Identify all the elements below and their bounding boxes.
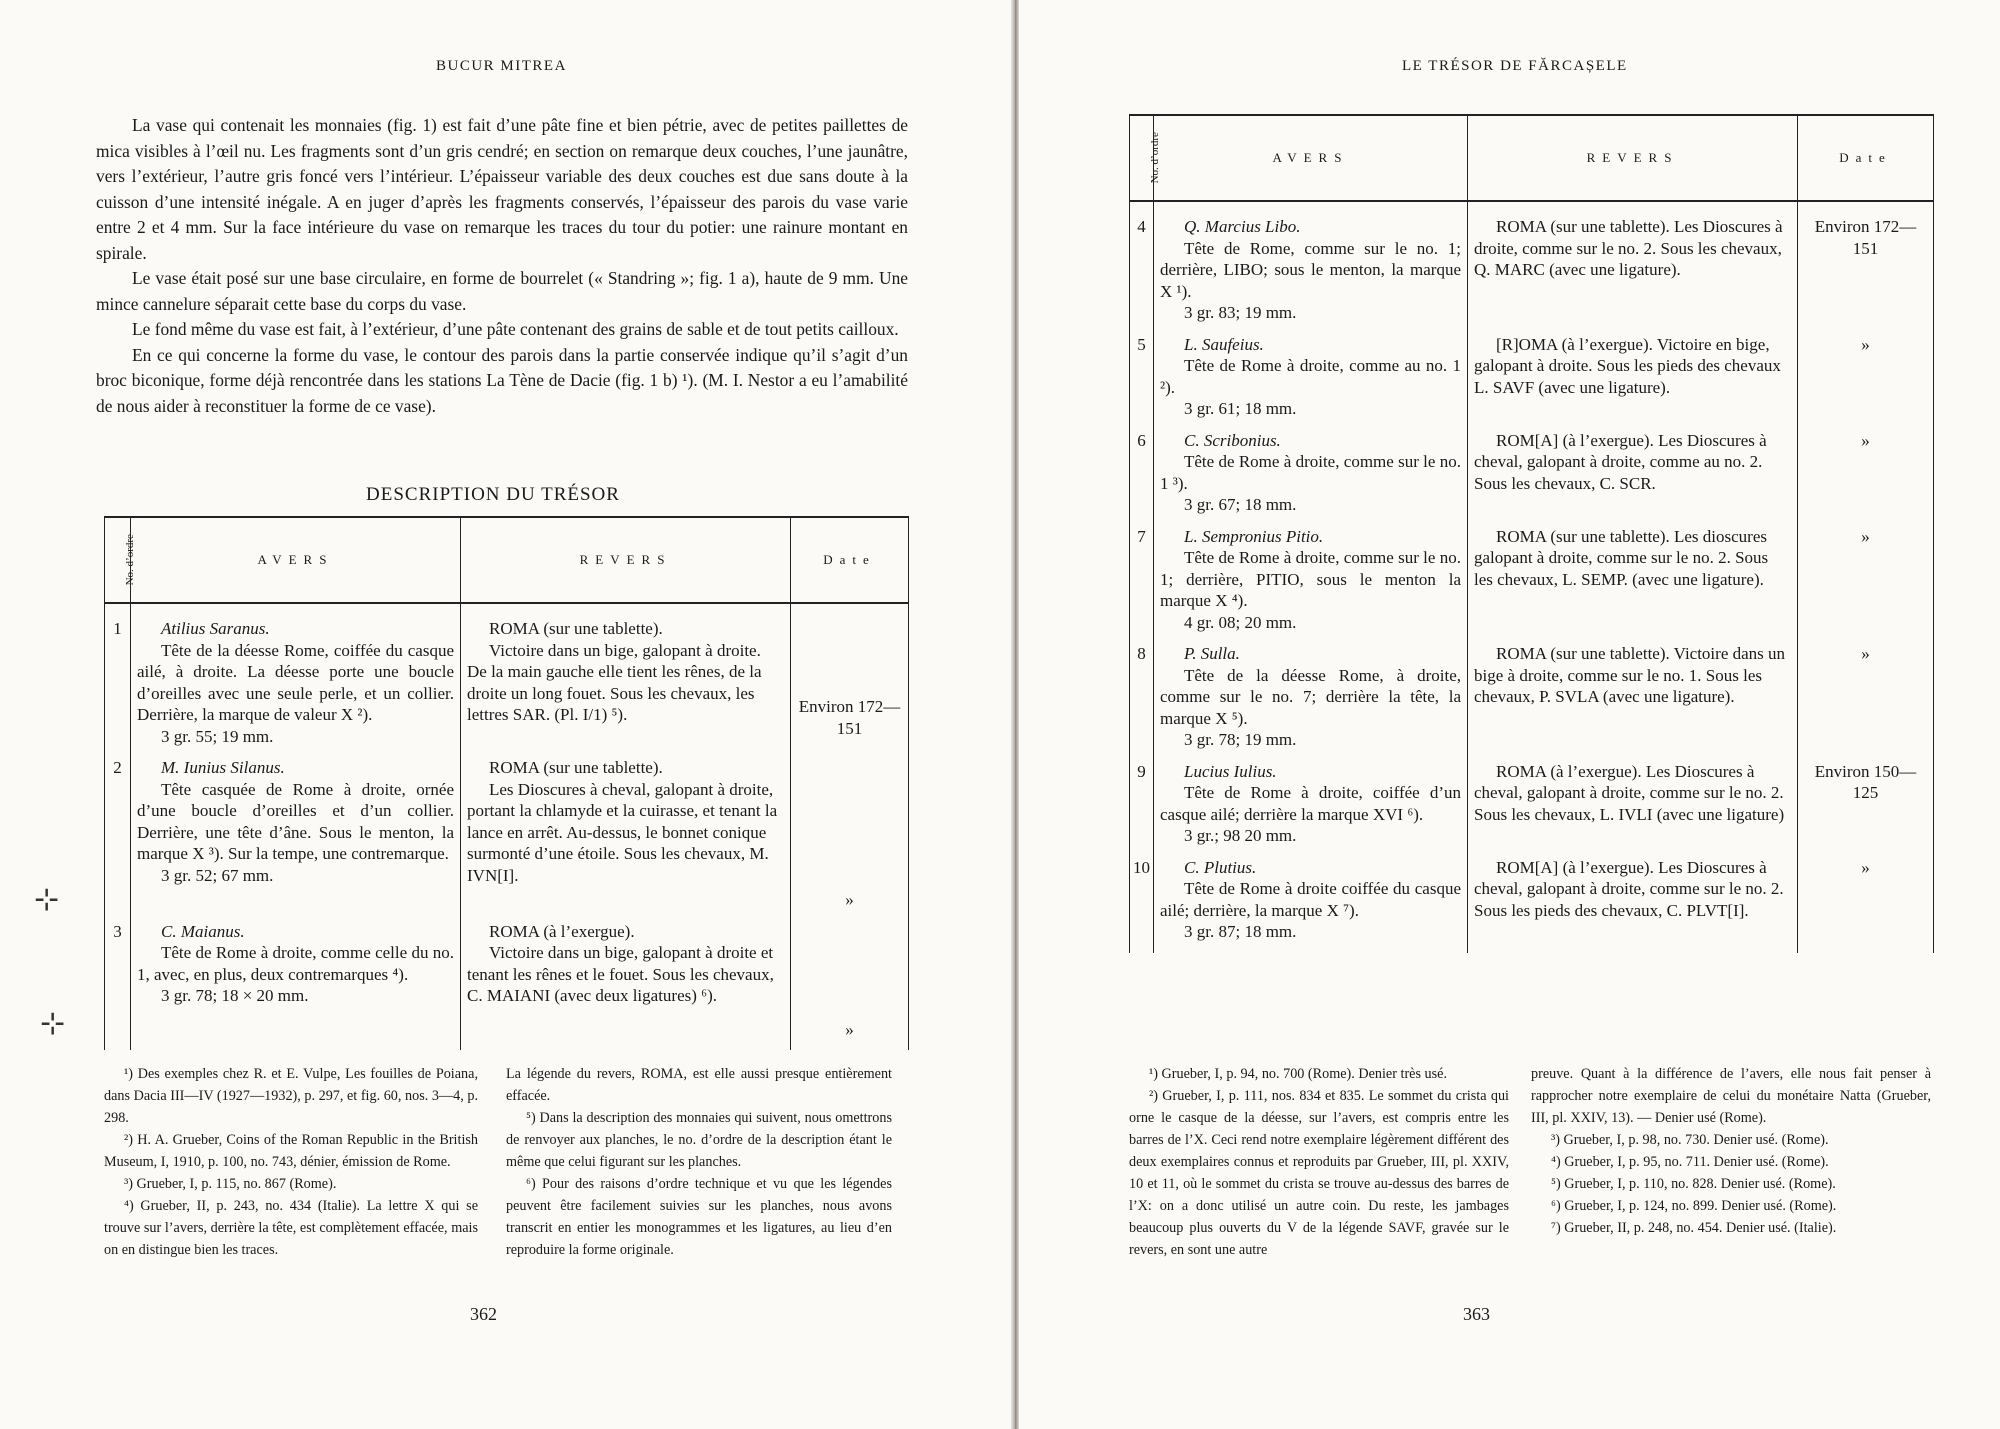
table-header [105, 517, 909, 603]
coin-number: 8 [1130, 643, 1154, 761]
footnote: ¹) Des exemples chez R. et E. Vulpe, Les fouilles de Poiana, dans Dacia III—IV (1927—1932), p. 297, et fig. 60, nos. 3—4, p. 298. [104, 1066, 478, 1126]
revers-description: ROMA (sur une tablette). Victoire dans un bige à droite, comme sur le no. 1. Sous les chevaux, P. SVLA (avec une ligature). [1474, 644, 1786, 706]
coin-weight: 3 gr. 61; 18 mm. [1184, 399, 1297, 418]
footnotes-column-1 [104, 1063, 478, 1261]
coin-weight: 3 gr.; 98 20 mm. [1184, 826, 1297, 845]
avers-cell [131, 757, 461, 921]
revers-description: ROMA (sur une tablette). Les dioscures galopant à droite, comme sur le no. 2. Sous les chevaux, L. SEMP. (avec une ligature). [1474, 526, 1769, 589]
moneyer-name: P. Sulla. [1184, 644, 1240, 663]
revers-legend: ROMA (à l’exergue). [489, 921, 635, 941]
paragraph: Le fond même du vase est fait, à l’extérieur, d’une pâte contenant des grains de sable et de tout petits cailloux. [132, 319, 899, 339]
coin-number: 10 [1130, 857, 1154, 953]
table-row [1130, 761, 1934, 857]
coin-weight: 3 gr. 78; 19 mm. [1184, 730, 1297, 749]
revers-description: [R]OMA (à l’exergue). Victoire en bige, galopant à droite. Sous les pieds des chevaux L. SAVF (avec une ligature). [1474, 334, 1781, 397]
revers-description: ROM[A] (à l’exergue). Les Dioscures à cheval, galopant à droite, comme au no. 2. Sous les chevaux, C. SCR. [1474, 430, 1767, 493]
moneyer-name: C. Maianus. [161, 921, 245, 941]
right-page [1019, 0, 2000, 1429]
table-row [1130, 526, 1934, 644]
avers-description: Tête de Rome à droite, comme sur le no. 1; derrière, PITIO, sous le menton la marque X ⁴). [1160, 548, 1461, 610]
avers-description: Tête de Rome à droite coiffée du casque ailé; derrière, la marque X ⁷). [1160, 879, 1461, 920]
revers-description: Victoire dans un bige, galopant à droite. De la main gauche elle tient les rênes, de la droite un long fouet. Sous les chevaux, les lettres SAR. (Pl. I/1) ⁵). [467, 640, 762, 724]
book-gutter [1011, 0, 1019, 1429]
revers-description: Les Dioscures à cheval, galopant à droite, portant la chlamyde et la cuirasse, et tenant la lance en arrêt. Au-dessus, le bonnet conique surmonté d’une étoile. Sous les chevaux, M. IVN[I]. [467, 779, 778, 885]
coin-number: 1 [105, 603, 131, 757]
moneyer-name: L. Saufeius. [1184, 334, 1264, 354]
coin-weight: 3 gr. 87; 18 mm. [1184, 922, 1297, 941]
revers-cell [1468, 761, 1798, 857]
page-number: 363 [1463, 1304, 1490, 1324]
footnotes-column-1 [1129, 1063, 1509, 1261]
coin-date: » [791, 757, 909, 921]
table-header [1130, 115, 1934, 201]
margin-cross-mark: ⊹ [34, 882, 60, 917]
coin-number: 4 [1130, 201, 1154, 334]
running-head: BUCUR MITREA [436, 58, 567, 74]
avers-cell [1154, 526, 1468, 644]
header-revers: REVERS [1468, 115, 1798, 201]
coin-date: » [1798, 334, 1934, 430]
moneyer-name: Q. Marcius Libo. [1184, 217, 1301, 236]
footnote: ¹) Grueber, I, p. 94, no. 700 (Rome). Denier très usé. [1149, 1066, 1447, 1082]
coin-date: Environ 172—151 [791, 603, 909, 757]
footnote: ³) Grueber, I, p. 98, no. 730. Denier usé. (Rome). [1551, 1132, 1829, 1148]
footnote: ³) Grueber, I, p. 115, no. 867 (Rome). [124, 1176, 337, 1192]
avers-cell [1154, 857, 1468, 953]
coin-weight: 3 gr. 78; 18 × 20 mm. [161, 986, 309, 1005]
paragraph: En ce qui concerne la forme du vase, le contour des parois dans la partie conservée indique qu’il s’agit d’un broc biconique, forme déjà rencontrée dans les stations La Tène de Dacie (fig. 1 b) ¹). (M. I. Nestor a eu l’amabilité de nous aider à reconstituer la forme de ce vase). [96, 344, 908, 416]
avers-description: Tête de Rome à droite, coiffée d’un casque ailé; derrière la marque XVI ⁶). [1160, 783, 1461, 824]
revers-cell [461, 921, 791, 1051]
coin-weight: 3 gr. 83; 19 mm. [1184, 303, 1297, 322]
avers-description: Tête casquée de Rome à droite, ornée d’une boucle d’oreilles et d’un collier. Derrière, une tête d’âne. Sous le menton, la marque X ³). Sur la tempe, une contremarque. [137, 779, 454, 863]
revers-cell [1468, 526, 1798, 644]
coin-weight: 3 gr. 55; 19 mm. [161, 726, 274, 746]
revers-cell [1468, 201, 1798, 334]
avers-description: Tête de la déesse Rome, à droite, comme sur le no. 7; derrière la tête, la marque X ⁵). [1160, 665, 1461, 728]
header-avers: AVERS [1154, 115, 1468, 201]
revers-cell [1468, 857, 1798, 953]
moneyer-name: L. Sempronius Pitio. [1184, 526, 1324, 546]
revers-cell [1468, 430, 1798, 526]
coin-weight: 3 gr. 52; 67 mm. [161, 865, 274, 885]
table-row [1130, 201, 1934, 334]
coin-date: » [1798, 526, 1934, 644]
revers-cell [461, 603, 791, 757]
revers-cell [1468, 334, 1798, 430]
revers-description: Victoire dans un bige, galopant à droite et tenant les rênes et le fouet. Sous les chevaux, C. MAIANI (avec deux ligatures) ⁶). [467, 943, 774, 1005]
table-row [105, 757, 909, 921]
footnote: preuve. Quant à la différence de l’avers, elle nous fait penser à rapprocher notre exemplaire de celui du monétaire Natta (Grueber, III, pl. XXIV, 13). — Denier usé (Rome). [1531, 1066, 1931, 1126]
footnote: ⁵) Grueber, I, p. 110, no. 828. Denier usé. (Rome). [1551, 1176, 1836, 1192]
page-number: 362 [470, 1304, 497, 1324]
coin-number: 9 [1130, 761, 1154, 857]
avers-cell [1154, 201, 1468, 334]
coin-number: 7 [1130, 526, 1154, 644]
moneyer-name: C. Plutius. [1184, 857, 1257, 877]
avers-cell [1154, 643, 1468, 761]
coin-number: 3 [105, 921, 131, 1051]
footnote: ²) Grueber, I, p. 111, nos. 834 et 835. Le sommet du crista qui orne le casque de la déesse, sur l’avers, est compris entre les barres de l’X. Ceci rend notre exemplaire légèrement différent des deux exemplaires connus et reproduits par Grueber, III, pl. XXIV, 10 et 11, où le sommet du crista se trouve au-dessus des barres de l’X: on a donc utilisé un autre coin. Du reste, les jambages beaucoup plus ouverts du V de la légende SAVF, gravée sur le revers, en sont une autre [1129, 1088, 1509, 1258]
coin-number: 6 [1130, 430, 1154, 526]
header-date: Date [791, 517, 909, 603]
footnote: ⁴) Grueber, I, p. 95, no. 711. Denier usé. (Rome). [1551, 1154, 1829, 1170]
margin-cross-mark: ⊹ [40, 1006, 66, 1041]
header-no: No. d’ordre [105, 517, 131, 603]
coin-date: Environ 150—125 [1798, 761, 1934, 857]
header-no: No. d’ordre [1130, 115, 1154, 201]
footnote: ⁶) Grueber, I, p. 124, no. 899. Denier usé. (Rome). [1551, 1198, 1837, 1214]
coin-date: Environ 172—151 [1798, 201, 1934, 334]
coin-date: » [1798, 643, 1934, 761]
avers-cell [131, 921, 461, 1051]
table-row [1130, 430, 1934, 526]
coin-date: » [791, 921, 909, 1051]
avers-description: Tête de Rome à droite, comme celle du no. 1, avec, en plus, deux contremarques ⁴). [137, 943, 454, 984]
table-row [1130, 334, 1934, 430]
moneyer-name: Lucius Iulius. [1184, 761, 1277, 781]
moneyer-name: Atilius Saranus. [161, 619, 270, 638]
footnote: ⁵) Dans la description des monnaies qui suivent, nous omettrons de renvoyer aux planches, le no. d’ordre de la description étant le même que celui figurant sur les planches. [506, 1110, 892, 1170]
paragraph: La vase qui contenait les monnaies (fig. 1) est fait d’une pâte fine et bien pétrie, avec de petites paillettes de mica visibles à l’œil nu. Les fragments sont d’un gris cendré; en section on remarque deux couches, l’une jaunâtre, vers l’extérieur, l’autre gris foncé vers l’intérieur. L’épaisseur variable des deux couches est due sans doute à la cuisson d’une intensité inégale. A en juger d’après les fragments conservés, l’épaisseur des parois du vase varie entre 2 et 4 mm. Sur la face intérieure du vase on remarque les traces du tour du potier: une rainure montant en spirale. [96, 115, 908, 263]
table-row [1130, 857, 1934, 953]
coin-weight: 3 gr. 67; 18 mm. [1184, 495, 1297, 514]
coin-number: 5 [1130, 334, 1154, 430]
header-revers: REVERS [461, 517, 791, 603]
footnote: ⁴) Grueber, II, p. 243, no. 434 (Italie). La lettre X qui se trouve sur l’avers, derrière la tête, est complètement effacée, mais on en distingue bien les traces. [104, 1198, 478, 1258]
running-head: LE TRÉSOR DE FĂRCAȘELE [1402, 58, 1628, 74]
footnotes-column-2 [1531, 1063, 1931, 1239]
coin-date: » [1798, 857, 1934, 953]
coin-date: » [1798, 430, 1934, 526]
revers-description: ROM[A] (à l’exergue). Les Dioscures à cheval, galopant à droite, comme sur le no. 2. Sous les pieds des chevaux, C. PLVT[I]. [1474, 857, 1784, 920]
avers-cell [131, 603, 461, 757]
avers-description: Tête de Rome à droite, comme au no. 1 ²). [1160, 356, 1461, 397]
moneyer-name: M. Iunius Silanus. [161, 758, 285, 777]
footnote: ⁶) Pour des raisons d’ordre technique et vu que les légendes peuvent être facilement suivies sur les planches, nous avons transcrit en entier les monogrammes et les ligatures, au lieu d’en reproduire la forme originale. [506, 1176, 892, 1258]
table-row [105, 921, 909, 1051]
revers-cell [1468, 643, 1798, 761]
revers-description: ROMA (sur une tablette). Les Dioscures à droite, comme sur le no. 2. Sous les chevaux, Q. MARC (avec une ligature). [1474, 217, 1783, 279]
coin-table [104, 516, 909, 1050]
header-date: Date [1798, 115, 1934, 201]
avers-cell [1154, 334, 1468, 430]
table-row [105, 603, 909, 757]
header-avers: AVERS [131, 517, 461, 603]
revers-legend: ROMA (sur une tablette). [489, 758, 663, 777]
avers-description: Tête de Rome, comme sur le no. 1; derrière, LIBO; sous le menton, la marque X ¹). [1160, 238, 1461, 301]
avers-description: Tête de la déesse Rome, coiffée du casque ailé, à droite. La déesse porte une boucle d’oreilles avec une seule perle, et un collier. Derrière, la marque de valeur X ²). [137, 640, 454, 724]
coin-table [1129, 114, 1934, 953]
moneyer-name: C. Scribonius. [1184, 430, 1281, 450]
coin-weight: 4 gr. 08; 20 mm. [1184, 612, 1297, 632]
revers-description: ROMA (à l’exergue). Les Dioscures à cheval, galopant à droite, comme sur le no. 2. Sous les chevaux, L. IVLI (avec une ligature) [1474, 761, 1785, 824]
footnotes-column-2 [506, 1063, 892, 1261]
revers-legend: ROMA (sur une tablette). [489, 619, 663, 638]
footnote: La légende du revers, ROMA, est elle aussi presque entièrement effacée. [506, 1066, 892, 1104]
footnote: ²) H. A. Grueber, Coins of the Roman Republic in the British Museum, I, 1910, p. 100, no. 743, dénier, émission de Rome. [104, 1132, 478, 1170]
avers-cell [1154, 430, 1468, 526]
avers-description: Tête de Rome à droite, comme sur le no. 1 ³). [1160, 452, 1461, 493]
body-text [96, 113, 908, 419]
paragraph: Le vase était posé sur une base circulaire, en forme de bourrelet (« Standring »; fig. 1 a), haute de 9 mm. Une mince cannelure séparait cette base du corps du vase. [96, 268, 908, 314]
avers-cell [1154, 761, 1468, 857]
coin-number: 2 [105, 757, 131, 921]
table-row [1130, 643, 1934, 761]
revers-cell [461, 757, 791, 921]
section-title: DESCRIPTION DU TRÉSOR [366, 484, 620, 505]
footnote: ⁷) Grueber, II, p. 248, no. 454. Denier usé. (Italie). [1551, 1220, 1837, 1236]
